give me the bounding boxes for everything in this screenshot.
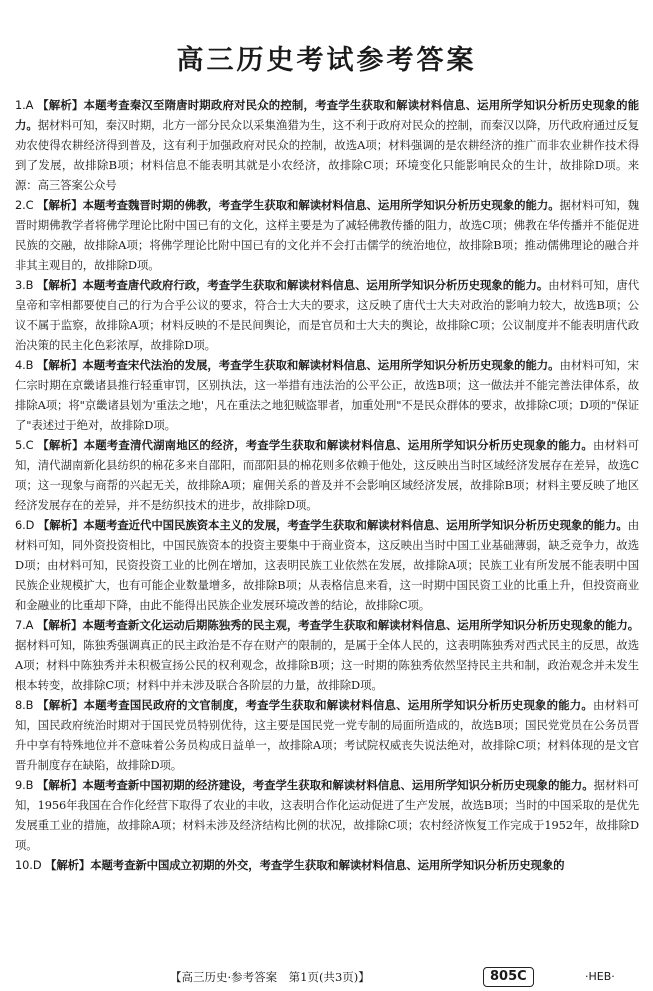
page-footer — [0, 967, 653, 987]
answer-number: 10.D — [15, 858, 42, 872]
analysis-tag: 【解析】 — [36, 358, 83, 372]
answer-item — [15, 775, 639, 855]
analysis-tag: 【解析】 — [37, 198, 83, 212]
answer-body: 据材料可知，魏晋时期佛教学者将佛学理论比附中国已有的文化，这样主要是为了减轻佛教传播的阻力，故选C项；佛教在华传播并不能促进民族的交融，故排除A项；将佛学理论比附中国已有的文化并不会打击儒学的统治地位，故排除B项；推动儒佛理论的融合并非其主观目的，故排除D项。 — [15, 198, 639, 272]
answer-body: 由材料可知，清代湖南新化县纺织的棉花多来自邵阳，而邵阳县的棉花则多依赖于他处，这反映出当时区域经济发展存在差异，故选C项；这一现象与商帮的兴起无关，故排除A项；雇佣关系的普及并不会影响区域经济发展，故排除B项；材料主要反映了地区经济发展存在的差异，并不是纺织技术的进步，故排除D项。 — [15, 438, 639, 512]
answer-body: 由材料可知，国民政府统治时期对于国民党员特别优待，这主要是国民党一党专制的局面所造成的，故选B项；国民党党员在公务员晋升中享有特殊地位并不意味着公务员构成日益单一，故排除A项；考试院权威丧失说法绝对，故排除C项；材料体现的是文官晋升制度存在缺陷，故排除D项。 — [15, 698, 639, 772]
answer-item — [15, 355, 639, 435]
analysis-tag: 【解析】 — [37, 98, 84, 112]
answer-number: 2.C — [15, 198, 34, 212]
answer-item — [15, 435, 639, 515]
analysis-tag: 【解析】 — [37, 698, 84, 712]
answer-topic: 本题考查清代湖南地区的经济，考查学生获取和解读材料信息、运用所学知识分析历史现象的能力。 — [83, 438, 593, 452]
answer-number: 3.B — [15, 278, 34, 292]
region-code: ·HEB· — [585, 970, 615, 983]
analysis-tag: 【解析】 — [36, 618, 83, 632]
answer-list — [15, 95, 639, 875]
answer-item — [15, 855, 639, 875]
answer-body: 据材料可知，陈独秀强调真正的民主政治是不存在财产的限制的，是属于全体人民的，这表明陈独秀对西式民主的反思，故选A项；材料中陈独秀并未积极宣扬公民的权利观念，故排除B项；这一时期的陈独秀依然坚持民主共和制，政治观念并未发生根本转变，故排除C项；材料中并未涉及联合各阶层的力量，故排除D项。 — [15, 638, 639, 692]
answer-number: 7.A — [15, 618, 34, 632]
answer-item — [15, 195, 639, 275]
answer-topic: 本题考查新文化运动后期陈独秀的民主观，考查学生获取和解读材料信息、运用所学知识分析历史现象的能力。 — [82, 618, 639, 632]
answer-body: 据材料可知，1956年我国在合作化经营下取得了农业的丰收，这表明合作化运动促进了生产发展，故选B项；当时的中国采取的是优先发展重工业的措施，故排除A项；材料未涉及经济结构比例的状况，故排除C项；农村经济恢复工作完成于1952年，故排除D项。 — [15, 778, 639, 852]
page-title: 高三历史考试参考答案 — [176, 45, 477, 76]
answer-topic: 本题考查新中国初期的经济建设，考查学生获取和解读材料信息、运用所学知识分析历史现象的能力。 — [82, 778, 594, 792]
answer-body: 由材料可知，宋仁宗时期在京畿诸县推行轻重审罚，区别执法，这一举措有违法治的公平公正，故选B项；这一做法并不能完善法律体系，故排除A项；将"京畿诸县划为'重法之地'，凡在重法之地犯贼盗罪者，加重处刑"不是民众群体的要求，故排除C项；D项的"保证了"表述过于绝对，故排除D项。 — [15, 358, 639, 432]
answer-topic: 本题考查秦汉至隋唐时期政府对民众的控制，考查学生获取和解读材料信息、运用所学知识分析历史现象的能力。 — [15, 98, 639, 132]
analysis-tag: 【解析】 — [36, 278, 83, 292]
answer-topic: 本题考查近代中国民族资本主义的发展，考查学生获取和解读材料信息、运用所学知识分析历史现象的能力。 — [83, 518, 628, 532]
answer-body: 由材料可知，唐代皇帝和宰相都要使自己的行为合乎公议的要求，符合士大夫的要求，这反映了唐代士大夫对政治的影响力较大，故选B项；公议不属于监察，故排除A项；材料反映的不是民间舆论，而是官员和士大夫的舆论，故排除C项；公议制度并不能表明唐代政治决策的民主化色彩浓厚，故排除D项。 — [15, 278, 639, 352]
answer-body: 据材料可知，秦汉时期，北方一部分民众以采集渔猎为生，这不利于政府对民众的控制，而秦汉以降，历代政府通过反复劝农使得农耕经济得到普及，这有利于加强政府对民众的控制，故选A项；材料强调的是农耕经济的推广而非农业耕作技术得到了发展，故排除B项；材料信息不能表明其就是小农经济，故排除C项；环境变化只能影响民众的生计，故排除D项。来源：高三答案公众号 — [15, 118, 639, 192]
answer-topic: 本题考查新中国成立初期的外交，考查学生获取和解读材料信息、运用所学知识分析历史现象的 — [90, 858, 565, 872]
answer-item — [15, 695, 639, 775]
footer-page-info: 【高三历史·参考答案 第1页(共3页)】 — [170, 970, 370, 984]
answer-topic: 本题考查唐代政府行政，考查学生获取和解读材料信息、运用所学知识分析历史现象的能力。 — [82, 278, 549, 292]
answer-item — [15, 275, 639, 355]
answer-number: 4.B — [15, 358, 34, 372]
answer-item — [15, 615, 639, 695]
answer-topic: 本题考查宋代法治的发展，考查学生获取和解读材料信息、运用所学知识分析历史现象的能力。 — [82, 358, 560, 372]
answer-topic: 本题考查魏晋时期的佛教，考查学生获取和解读材料信息、运用所学知识分析历史现象的能力。 — [82, 198, 560, 212]
answer-number: 6.D — [15, 518, 35, 532]
answer-body: 由材料可知，同外资投资相比，中国民族资本的投资主要集中于商业资本，这反映出当时中国工业基础薄弱，缺乏竞争力，故选D项；由材料可知，民资投资工业的比例在增加，这表明民族工业依然在发展，故排除A项；民族工业有所发展不能表明中国民族企业规模扩大，也有可能企业数量增多，故排除B项；从表格信息来看，这一时期中国民资工业的比重上升，但投资商业和金融业的比重却下降，由此不能得出民族企业发展环境改善的结论，故排除C项。 — [15, 518, 639, 612]
answer-number: 8.B — [15, 698, 34, 712]
answer-number: 9.B — [15, 778, 34, 792]
answer-number: 1.A — [15, 98, 34, 112]
analysis-tag: 【解析】 — [37, 438, 84, 452]
answer-item — [15, 515, 639, 615]
analysis-tag: 【解析】 — [45, 858, 91, 872]
answer-number: 5.C — [15, 438, 34, 452]
analysis-tag: 【解析】 — [37, 518, 84, 532]
answer-topic: 本题考查国民政府的文官制度，考查学生获取和解读材料信息、运用所学知识分析历史现象的能力。 — [83, 698, 593, 712]
analysis-tag: 【解析】 — [36, 778, 83, 792]
answer-item — [15, 95, 639, 195]
exam-code-badge: 805C — [483, 967, 534, 987]
